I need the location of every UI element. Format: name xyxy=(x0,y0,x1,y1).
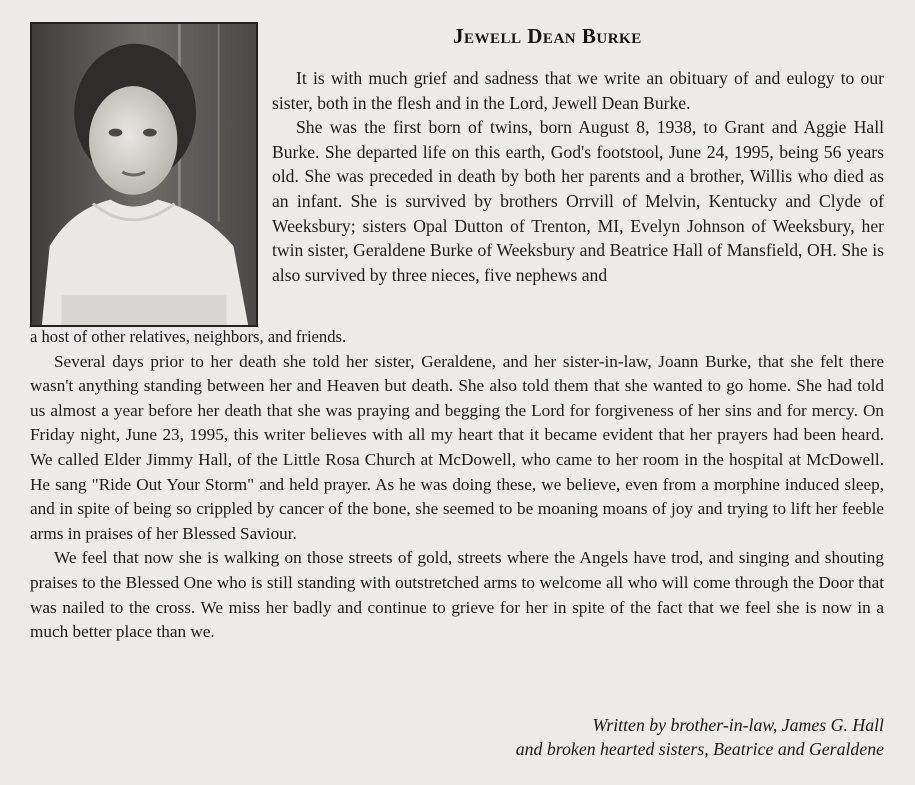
obituary-text-upper xyxy=(272,66,884,287)
paragraph-intro: It is with much grief and sadness that we write an obituary of and eulogy to our sister, both in the flesh and in the Lord, Jewell Dean Burke. xyxy=(272,68,884,113)
paragraph-closing: We feel that now she is walking on those streets of gold, streets where the Angels have trod, and singing and shouting praises to the Blessed One who is still standing with outstretched arms to welcome all who will come through the Door that was nailed to the cross. We miss her badly and continue to grieve for her in spite of the fact that we feel she is now in a much better place than we. xyxy=(30,548,884,642)
paragraph-biography-continued: a host of other relatives, neighbors, and friends. xyxy=(30,327,347,346)
signature-line-1: Written by brother-in-law, James G. Hall xyxy=(592,715,884,735)
paragraph-biography: She was the first born of twins, born August 8, 1938, to Grant and Aggie Hall Burke. She departed life on this earth, God's footstool, June 24, 1995, being 56 years old. She was preceded in death by both her parents and a brother, Willis who died as an infant. She is survived by brothers Orrvill of Melvin, Kentucky and Clyde of Weeksbury; sisters Opal Dutton of Trenton, MI, Evelyn Johnson of Weeksbury, her twin sister, Geraldene Burke of Weeksbury and Beatrice Hall of Mansfield, OH. She is also survived by three nieces, five nephews and xyxy=(272,117,884,285)
obituary-text-lower xyxy=(30,325,884,645)
page-title: Jewell Dean Burke xyxy=(453,24,642,48)
portrait-photo-icon xyxy=(30,22,258,327)
signature-line-2: and broken hearted sisters, Beatrice and Geraldene xyxy=(515,739,884,759)
signature xyxy=(516,713,884,761)
paragraph-final-days: Several days prior to her death she told her sister, Geraldene, and her sister-in-law, Joann Burke, that she felt there wasn't anything standing between her and Heaven but death. She also told them that she wanted to go home. She had told us almost a year before her death that she was praying and begging the Lord for forgiveness of her sins and for mercy. On Friday night, June 23, 1995, this writer believes with all my heart that it became evident that her prayers had been heard. We called Elder Jimmy Hall, of the Little Rosa Church at McDowell, who came to her room in the hospital at McDowell. He sang "Ride Out Your Storm" and held prayer. As he was doing these, we believe, even from a morphine induced sleep, and in spite of being so crippled by cancer of the bone, she seemed to be moaning moans of joy and trying to lift her feeble arms in praises of her Blessed Saviour. xyxy=(30,351,884,543)
